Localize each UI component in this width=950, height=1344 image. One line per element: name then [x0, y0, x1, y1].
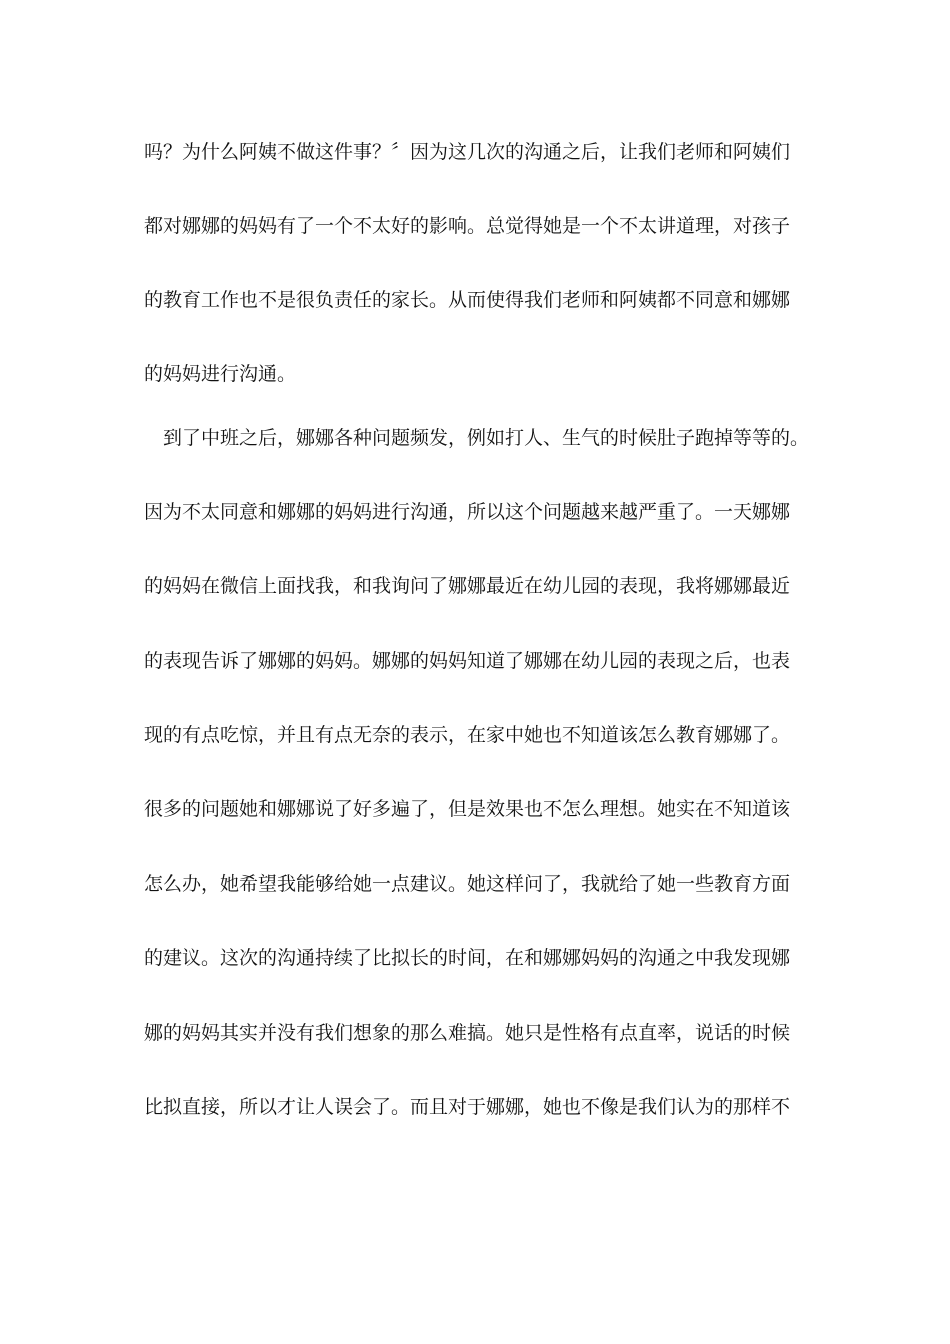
text-line-9: 现的有点吃惊，并且有点无奈的表示，在家中她也不知道该怎么教育娜娜了。 — [144, 724, 791, 746]
text-line-12: 的建议。这次的沟通持续了比拟长的时间，在和娜娜妈妈的沟通之中我发现娜 — [144, 947, 791, 969]
text-line-8: 的表现告诉了娜娜的妈妈。娜娜的妈妈知道了娜娜在幼儿园的表现之后，也表 — [144, 650, 791, 672]
text-line-11: 怎么办，她希望我能够给她一点建议。她这样问了，我就给了她一些教育方面 — [144, 873, 791, 895]
text-line-3: 的教育工作也不是很负责任的家长。从而使得我们老师和阿姨都不同意和娜娜 — [144, 289, 791, 311]
text-line-2: 都对娜娜的妈妈有了一个不太好的影响。总觉得她是一个不太讲道理，对孩子 — [144, 215, 791, 237]
text-line-4: 的妈妈进行沟通。 — [144, 363, 297, 385]
text-line-5: 到了中班之后，娜娜各种问题频发，例如打人、生气的时候肚子跑掉等等的。 — [163, 427, 810, 449]
text-line-13: 娜的妈妈其实并没有我们想象的那么难搞。她只是性格有点直率，说话的时候 — [144, 1022, 791, 1044]
text-line-14: 比拟直接，所以才让人误会了。而且对于娜娜，她也不像是我们认为的那样不 — [144, 1096, 791, 1118]
text-line-10: 很多的问题她和娜娜说了好多遍了，但是效果也不怎么理想。她实在不知道该 — [144, 798, 791, 820]
text-line-6: 因为不太同意和娜娜的妈妈进行沟通，所以这个问题越来越严重了。一天娜娜 — [144, 501, 791, 523]
text-line-1: 吗？为什么阿姨不做这件事？〞因为这几次的沟通之后，让我们老师和阿姨们 — [144, 141, 791, 163]
text-line-7: 的妈妈在微信上面找我，和我询问了娜娜最近在幼儿园的表现，我将娜娜最近 — [144, 575, 791, 597]
